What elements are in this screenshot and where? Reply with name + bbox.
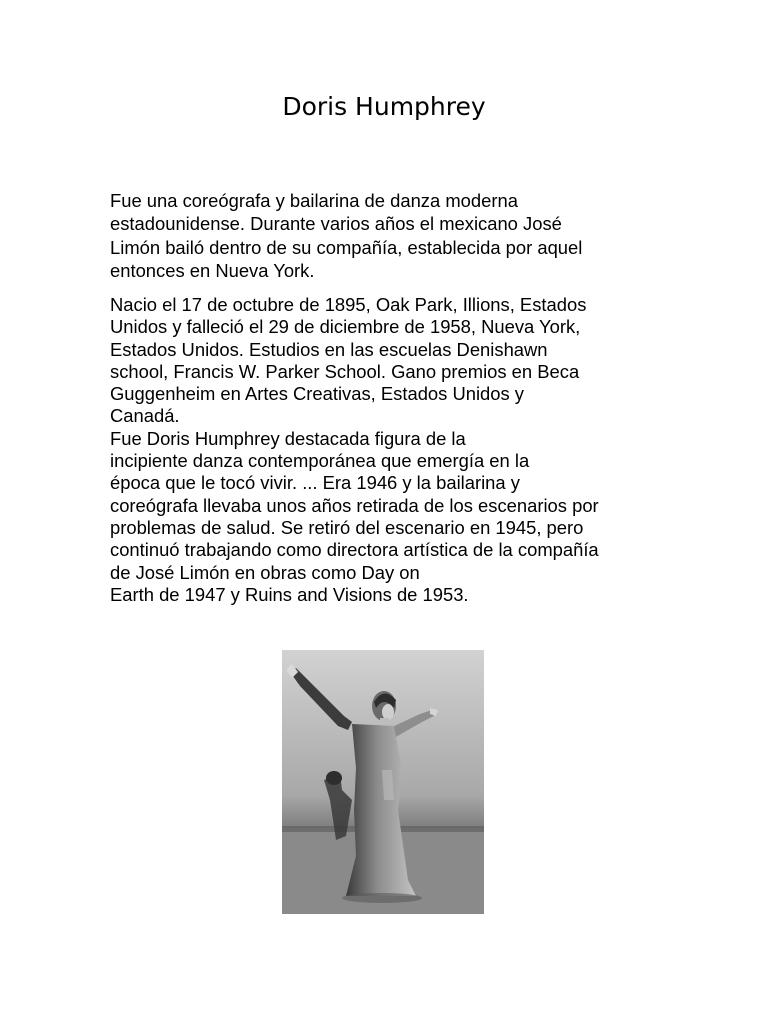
text-line: Estados Unidos. Estudios en las escuelas Denishawn — [110, 338, 548, 360]
text-line: coreógrafa llevaba unos años retirada de los escenarios por — [110, 494, 599, 516]
text-line: estadounidense. Durante varios años el mexicano José — [110, 213, 562, 235]
text-line: Fue Doris Humphrey destacada figura de la — [110, 427, 466, 449]
text-line: incipiente danza contemporánea que emergía en la — [110, 450, 530, 472]
text-line: Nacio el 17 de octubre de 1895, Oak Park, Illions, Estados — [110, 294, 587, 315]
biography-paragraph — [110, 294, 670, 606]
text-line: school, Francis W. Parker School. Gano premios en Beca — [110, 360, 580, 382]
text-line: Guggenheim en Artes Creativas, Estados Unidos y — [110, 383, 525, 405]
text-line: Canadá. — [110, 405, 180, 427]
text-line: problemas de salud. Se retiró del escenario en 1945, pero — [110, 516, 584, 538]
dancer-photo-illustration — [282, 650, 484, 914]
text-line: Earth de 1947 y Ruins and Visions de 1953. — [110, 583, 469, 605]
text-line: continuó trabajando como directora artística de la compañía — [110, 539, 599, 561]
text-line: de José Limón en obras como Day on — [110, 561, 420, 583]
intro-paragraph — [110, 189, 630, 283]
text-line: Unidos y falleció el 29 de diciembre de 1958, Nueva York, — [110, 316, 581, 338]
page-title: Doris Humphrey — [282, 92, 486, 121]
text-line: Fue una coreógrafa y bailarina de danza moderna — [110, 190, 518, 211]
text-line: Limón bailó dentro de su compañía, establecida por aquel — [110, 236, 583, 258]
text-line: época que le tocó vivir. ... Era 1946 y la bailarina y — [110, 472, 520, 494]
text-line: entonces en Nueva York. — [110, 260, 315, 282]
dancer-photo — [282, 650, 484, 914]
